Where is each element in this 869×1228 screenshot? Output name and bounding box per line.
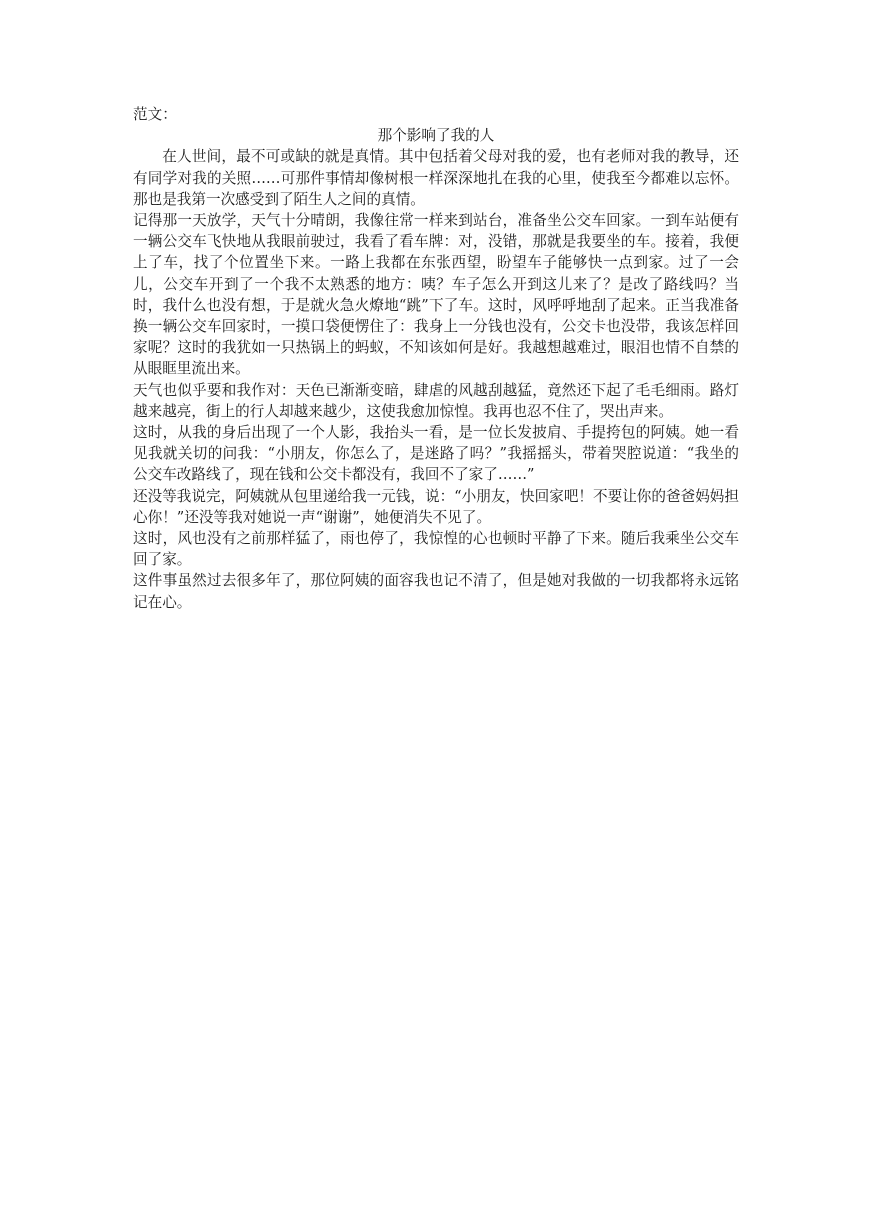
paragraph-intro: 在人世间，最不可或缺的就是真情。其中包括着父母对我的爱，也有老师对我的教导，还有同学对我的关照……可那件事情却像树根一样深深地扎在我的心里，使我至今都难以忘怀。那也是我第一次感受到了陌生人之间的真情。 — [133, 148, 739, 208]
paragraph-stranger-appears: 这时，从我的身后出现了一个人影，我抬头一看，是一位长发披肩、手提挎包的阿姨。她一看见我就关切的问我：“小朋友，你怎么了，是迷路了吗？”我摇摇头，带着哭腔说道：“我坐的公交车改路线了，现在钱和公交卡都没有，我回不了家了……” — [133, 424, 739, 484]
paragraph-bus-ride: 记得那一天放学，天气十分晴朗，我像往常一样来到站台，准备坐公交车回家。一到车站便有一辆公交车飞快地从我眼前驶过，我看了看车牌：对，没错，那就是我要坐的车。接着，我便上了车，找了个位置坐下来。一路上我都在东张西望，盼望车子能够快一点到家。过了一会儿，公交车开到了一个我不太熟悉的地方：咦？车子怎么开到这儿来了？是改了路线吗？当时，我什么也没有想，于是就火急火燎地“跳”下了车。这时，风呼呼地刮了起来。正当我准备换一辆公交车回家时，一摸口袋便愣住了：我身上一分钱也没有，公交卡也没带，我该怎样回家呢？这时的我犹如一只热锅上的蚂蚁，不知该如何是好。我越想越难过，眼泪也情不自禁的从眼眶里流出来。 — [133, 212, 739, 378]
essay-body — [133, 104, 739, 613]
paragraph-weather: 天气也似乎要和我作对：天色已渐渐变暗，肆虐的风越刮越猛，竟然还下起了毛毛细雨。路灯越来越亮，街上的行人却越来越少，这使我愈加惊惶。我再也忍不住了，哭出声来。 — [133, 381, 739, 420]
paragraph-conclusion: 这件事虽然过去很多年了，那位阿姨的面容我也记不清了，但是她对我做的一切我都将永远铭记在心。 — [133, 572, 739, 611]
paragraph-gift: 还没等我说完，阿姨就从包里递给我一元钱，说：“小朋友，快回家吧！不要让你的爸爸妈妈担心你！”还没等我对她说一声“谢谢”，她便消失不见了。 — [133, 487, 739, 526]
paragraph-return-home: 这时，风也没有之前那样猛了，雨也停了，我惊惶的心也顿时平静了下来。随后我乘坐公交车回了家。 — [133, 530, 739, 569]
section-label: 范文： — [133, 106, 177, 123]
essay-title: 那个影响了我的人 — [377, 127, 495, 145]
